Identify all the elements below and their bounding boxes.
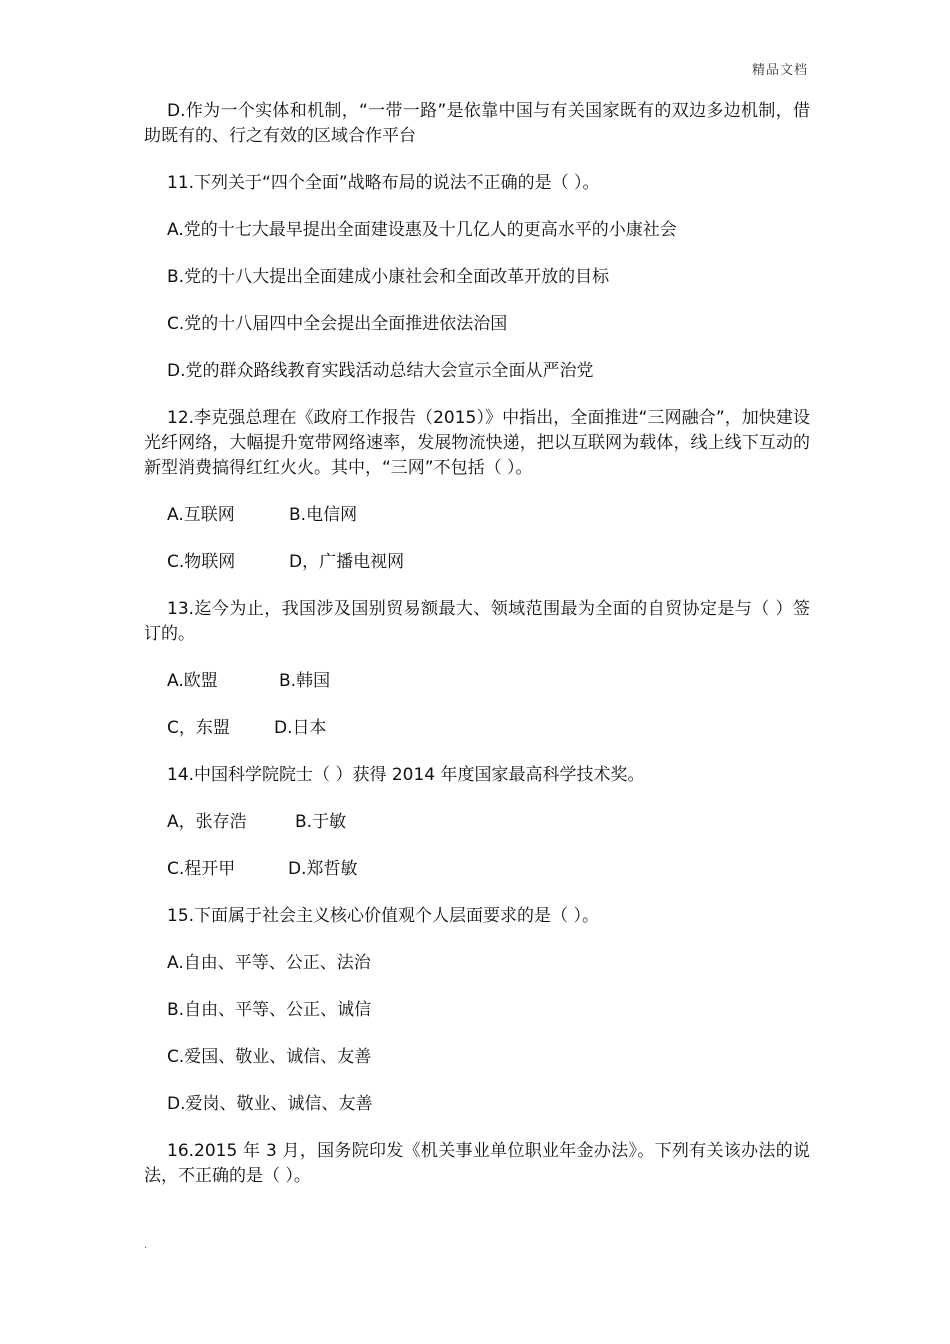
question-13-option-b: B.韩国 bbox=[279, 671, 331, 691]
question-11: 11.下列关于“四个全面”战略布局的说法不正确的是（ ）。 bbox=[167, 173, 600, 193]
question-14-options-cd bbox=[144, 857, 810, 882]
question-15-option-d: D.爱岗、敬业、诚信、友善 bbox=[167, 1094, 373, 1114]
question-12-options-ab bbox=[144, 503, 810, 528]
paragraph-option-d-belt-road: D.作为一个实体和机制，“一带一路”是依靠中国与有关国家既有的双边多边机制，借助既有的、行之有效的区域合作平台 bbox=[144, 101, 810, 146]
question-14-option-c: C.程开甲 bbox=[167, 859, 236, 879]
footer-dot: . bbox=[144, 1240, 148, 1251]
question-12-option-b: B.电信网 bbox=[289, 505, 358, 525]
question-13-option-d: D.日本 bbox=[274, 718, 327, 738]
question-12-option-d: D，广播电视网 bbox=[289, 552, 405, 572]
question-11-option-c: C.党的十八届四中全会提出全面推进依法治国 bbox=[167, 314, 508, 334]
question-13-options-cd bbox=[144, 716, 810, 741]
question-12: 12.李克强总理在《政府工作报告（2015）》中指出，全面推进“三网融合”，加快建设光纤网络，大幅提升宽带网络速率，发展物流快递，把以互联网为载体，线上线下互动的新型消费搞得红红火火。其中，“三网”不包括（ ）。 bbox=[144, 408, 810, 478]
question-13-option-a: A.欧盟 bbox=[167, 671, 218, 691]
question-11-option-a: A.党的十七大最早提出全面建设惠及十几亿人的更高水平的小康社会 bbox=[167, 220, 677, 240]
question-13-options-ab bbox=[144, 669, 810, 694]
document-body bbox=[144, 99, 810, 1211]
question-15-option-c: C.爱国、敬业、诚信、友善 bbox=[167, 1047, 372, 1067]
question-14-option-a: A，张存浩 bbox=[167, 812, 247, 832]
question-15-option-b: B.自由、平等、公正、诚信 bbox=[167, 1000, 372, 1020]
question-12-option-a: A.互联网 bbox=[167, 505, 235, 525]
header-note: 精品文档 bbox=[751, 63, 808, 78]
question-11-option-b: B.党的十八大提出全面建成小康社会和全面改革开放的目标 bbox=[167, 267, 610, 287]
question-14-option-d: D.郑哲敏 bbox=[288, 859, 358, 879]
question-14-options-ab bbox=[144, 810, 810, 835]
question-14-option-b: B.于敏 bbox=[295, 812, 347, 832]
question-16: 16.2015 年 3 月，国务院印发《机关事业单位职业年金办法》。下列有关该办法的说法，不正确的是（ ）。 bbox=[144, 1141, 810, 1186]
question-14: 14.中国科学院院士（ ）获得 2014 年度国家最高科学技术奖。 bbox=[167, 765, 645, 785]
question-12-options-cd bbox=[144, 550, 810, 575]
question-13-option-c: C，东盟 bbox=[167, 718, 230, 738]
question-15-option-a: A.自由、平等、公正、法治 bbox=[167, 953, 371, 973]
question-15: 15.下面属于社会主义核心价值观个人层面要求的是（ ）。 bbox=[167, 906, 599, 926]
question-12-option-c: C.物联网 bbox=[167, 552, 236, 572]
question-13: 13.迄今为止，我国涉及国别贸易额最大、领域范围最为全面的自贸协定是与（ ）签订的。 bbox=[144, 599, 810, 644]
question-11-option-d: D.党的群众路线教育实践活动总结大会宣示全面从严治党 bbox=[167, 361, 594, 381]
